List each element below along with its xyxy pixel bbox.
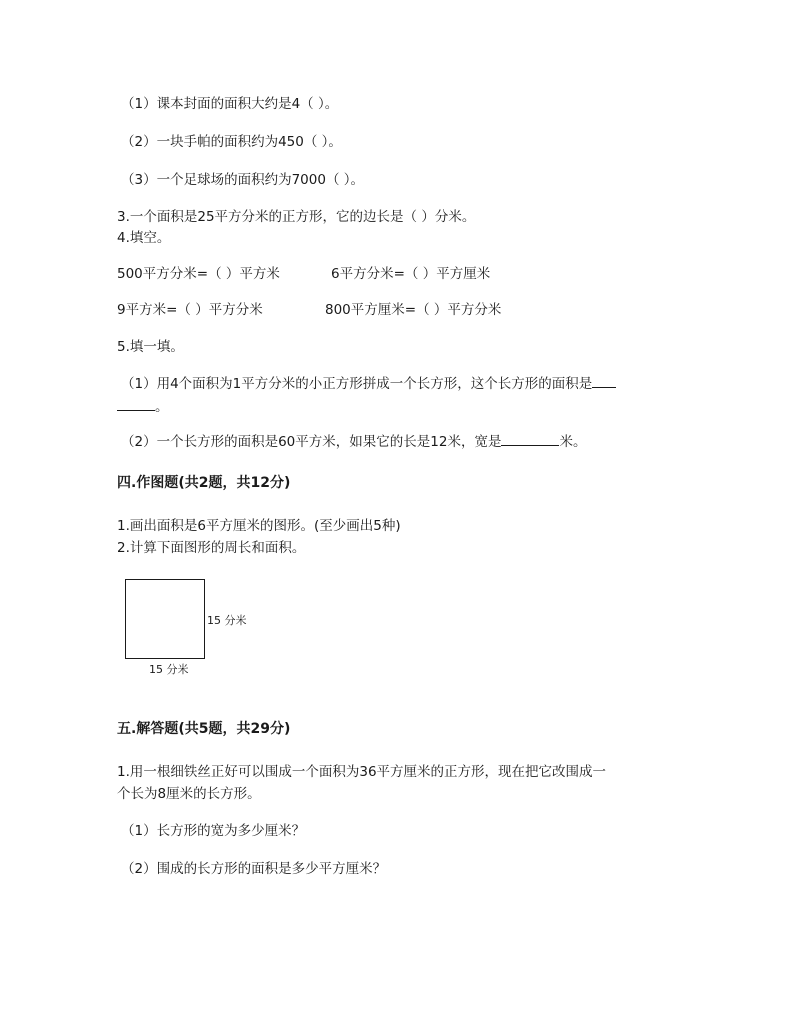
part5-question-1-line2: 个长为8厘米的长方形。 [117, 786, 261, 802]
part5-question-1-line1: 1.用一根细铁丝正好可以围成一个面积为36平方厘米的正方形，现在把它改围成一 [117, 764, 607, 780]
part4-question-2: 2.计算下面图形的周长和面积。 [117, 540, 306, 556]
question-5-sub2-end: 米。 [559, 434, 587, 450]
fill-blank-4c: 9平方米=（ ）平方分米 [117, 302, 263, 318]
part5-sub-question-2: （2）围成的长方形的面积是多少平方厘米？ [121, 861, 387, 877]
answer-blank[interactable] [117, 397, 155, 411]
question-4-title: 4.填空。 [117, 230, 171, 246]
question-5-sub2-text: （2）一个长方形的面积是60平方米，如果它的长是12米，宽是 [121, 434, 502, 450]
question-3: 3.一个面积是25平方分米的正方形，它的边长是（ ）分米。 [117, 209, 476, 225]
fill-blank-4b: 6平方分米=（ ）平方厘米 [331, 266, 491, 282]
square-side-label: 15 分米 [207, 614, 247, 627]
question-5-sub1-text: （1）用4个面积为1平方分米的小正方形拼成一个长方形，这个长方形的面积是 [121, 376, 593, 392]
fill-blank-4a: 500平方分米=（ ）平方米 [117, 266, 280, 282]
sub-question-2: （2）一块手帕的面积约为450（ ）。 [121, 134, 342, 150]
section-heading-4: 四.作图题(共2题，共12分) [117, 475, 291, 491]
part4-question-1: 1.画出面积是6平方厘米的图形。(至少画出5种) [117, 518, 401, 534]
fill-blank-4d: 800平方厘米=（ ）平方分米 [325, 302, 502, 318]
question-5-sub1 [121, 374, 616, 393]
question-5-sub2 [121, 432, 586, 451]
square-figure [125, 579, 205, 659]
sub-question-1: （1）课本封面的面积大约是4（ ）。 [121, 96, 339, 112]
part5-sub-question-1: （1）长方形的宽为多少厘米？ [121, 823, 306, 839]
question-5-sub1-cont [117, 397, 169, 416]
answer-blank[interactable] [592, 374, 616, 388]
section-heading-5: 五.解答题(共5题，共29分) [117, 721, 291, 737]
question-5-title: 5.填一填。 [117, 339, 184, 355]
square-bottom-label: 15 分米 [149, 663, 189, 676]
sub-question-3: （3）一个足球场的面积约为7000（ ）。 [121, 172, 364, 188]
question-5-sub1-end: 。 [155, 399, 169, 415]
answer-blank[interactable] [501, 432, 559, 446]
